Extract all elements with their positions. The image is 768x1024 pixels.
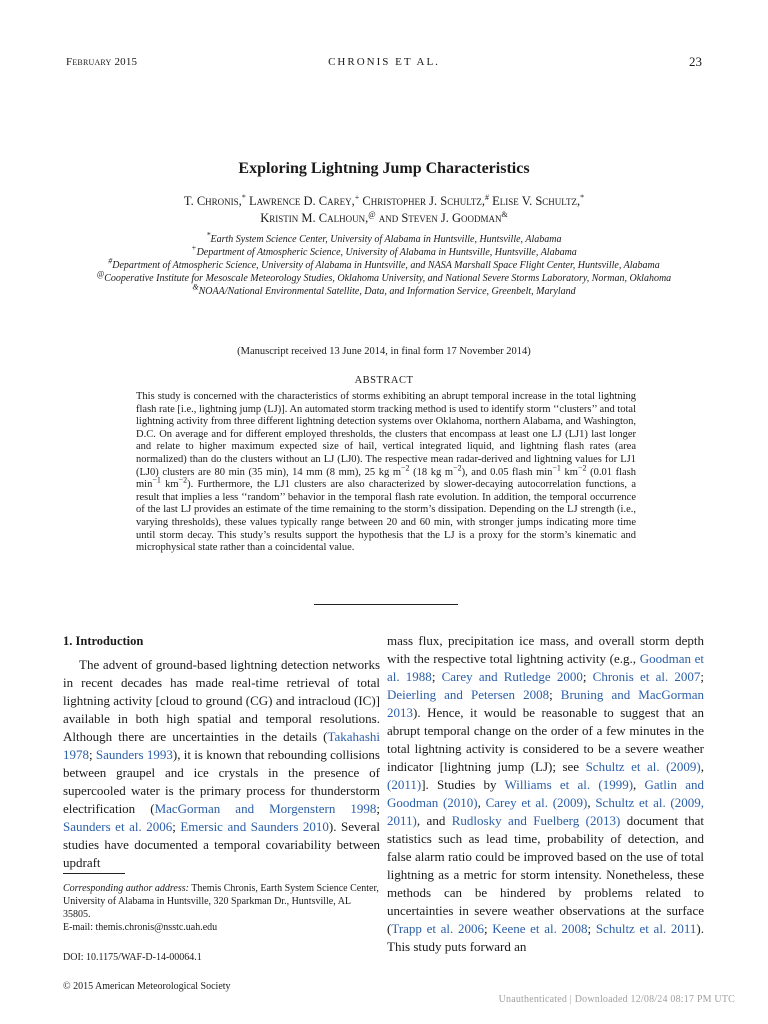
citation-link[interactable]: Bruning and MacGorman 2013 xyxy=(387,687,704,720)
citation-link[interactable]: Gatlin and Goodman (2010) xyxy=(387,777,705,810)
author-list xyxy=(60,193,708,227)
citation-link[interactable]: (2011) xyxy=(387,777,422,792)
affiliation-list xyxy=(70,230,698,298)
left-column xyxy=(63,632,380,872)
citation-link[interactable]: Keene et al. 2008 xyxy=(492,921,588,936)
doi-line[interactable]: DOI: 10.1175/WAF-D-14-00064.1 xyxy=(63,952,202,963)
citation-link[interactable]: Takahashi 1978 xyxy=(63,729,380,762)
citation-link[interactable]: Carey and Rutledge 2000 xyxy=(441,669,583,684)
manuscript-dates: (Manuscript received 13 June 2014, in final form 17 November 2014) xyxy=(237,346,531,357)
citation-link[interactable]: Emersic and Saunders 2010 xyxy=(180,819,329,834)
paper-title: Exploring Lightning Jump Characteristics xyxy=(238,160,530,177)
citation-link[interactable]: Goodman et al. 1988 xyxy=(387,651,704,684)
right-column xyxy=(387,632,704,956)
author: Elise V. Schultz,* xyxy=(492,192,585,208)
section-divider xyxy=(314,604,458,605)
citation-link[interactable]: MacGorman and Morgenstern 1998 xyxy=(154,801,377,816)
citation-link[interactable]: Schultz et al. (2009) xyxy=(585,759,701,774)
citation-link[interactable]: Saunders et al. 2006 xyxy=(63,819,173,834)
affiliation: #Department of Atmospheric Science, University of Alabama in Huntsville, and NASA Marshall Space Flight Center, Huntsville, Alabama xyxy=(108,256,660,271)
citation-link[interactable]: Deierling and Petersen 2008 xyxy=(387,687,550,702)
running-header-authors: CHRONIS ET AL. xyxy=(328,56,440,68)
citation-link[interactable]: Schultz et al. (2009, 2011) xyxy=(387,795,704,828)
abstract-heading: ABSTRACT xyxy=(354,375,414,386)
citation-link[interactable]: Schultz et al. 2011 xyxy=(595,921,697,936)
abstract-text: This study is concerned with the characteristics of storms exhibiting an abrupt temporal increase in the total lightning flash rate [i.e., lightning jump (LJ)]. An automated storm tracking method is used to identify storm ‘‘clusters’’ and total lightning activity from three different lightning detection systems over Oklahoma, northern Alabama, and Washington, D.C. On average and for different employed thresholds, the clusters that encompass at least one LJ (LJ1) last longer and relate to higher maximum expected size of hail, vertical integrated liquid, and lightning flash rates (area normalized) than do the clusters without an LJ (LJ0). The respective mean radar-derived and lightning values for LJ1 (LJ0) clusters are 80 min (35 min), 14 mm (8 mm), 25 kg $m^{-2}$ (18 kg $m^{-2}$), and 0.05 flash $\min^{-1} km^{-2}$ (0.01 flash $\min^{-1} km^{-2}$). Furthermore, the LJ1 clusters are also characterized by slower-decaying autocorrelation functions, a result that implies a less ‘‘random’’ behavior in the temporal flash rate evolution. In addition, the temporal occurrence of the last LJ provides an estimate of the time remaining to the storm’s dissipation. Depending on the LJ strength (i.e., varying thresholds), these values typically range between 20 and 60 min, with stronger jumps indicating more time until storm decay. This study’s results support the hypothesis that the LJ is a proxy for the storm’s kinematic and microphysical state rather than a coincidental value. xyxy=(136,391,636,554)
footnote-divider xyxy=(63,873,125,874)
citation-link[interactable]: Trapp et al. 2006 xyxy=(391,921,484,936)
affiliation: +Department of Atmospheric Science, University of Alabama in Huntsville, Huntsville, Alabama xyxy=(191,243,577,258)
author: Kristin M. Calhoun,@ xyxy=(260,209,376,225)
paragraph: mass flux, precipitation ice mass, and overall storm depth with the respective total lightning activity (e.g., Goodman et al. 1988; Carey and Rutledge 2000; Chronis et al. 2007; Deierling and Petersen 2008; Bruning and MacGorman 2013). Hence, it would be reasonable to suggest that an abrupt temporal change on the order of a few minutes in the total lightning activity is considered to be a severe weather indicator [lightning jump (LJ); see Schultz et al. (2009), (2011)]. Studies by Williams et al. (1999), Gatlin and Goodman (2010), Carey et al. (2009), Schultz et al. (2009, 2011), and Rudlosky and Fuelberg (2013) document that statistics such as lead time, probability of detection, and false alarm ratio could be improved based on the use of total lightning as a metric for storm intensity. Nonetheless, these methods can be hindered by problems related to uncertainties in severe weather observations at the surface (Trapp et al. 2006; Keene et al. 2008; Schultz et al. 2011). This study puts forward an xyxy=(387,633,705,954)
paragraph: The advent of ground-based lightning detection networks in recent decades has made real-time retrieval of total lightning activity [cloud to ground (CG) and intracloud (IC)] available in both high spatial and temporal resolutions. Although there are uncertainties in the details (Takahashi 1978; Saunders 1993), it is known that rebounding collisions between graupel and ice crystals in the presence of supercooled water is the primary process for thunderstorm electrification (MacGorman and Morgenstern 1998; Saunders et al. 2006; Emersic and Saunders 2010). Several studies have documented a temporal covariability between updraft xyxy=(63,657,380,870)
citation-link[interactable]: Carey et al. (2009) xyxy=(485,795,588,810)
section-heading: 1. Introduction xyxy=(63,634,144,648)
citation-link[interactable]: Chronis et al. 2007 xyxy=(592,669,701,684)
citation-link[interactable]: Williams et al. (1999) xyxy=(504,777,634,792)
author: T. Chronis,* xyxy=(183,192,246,208)
affiliation: @Cooperative Institute for Mesoscale Meteorology Studies, Oklahoma University, and National Severe Storms Laboratory, Norman, Oklahoma xyxy=(96,269,672,284)
download-watermark: Unauthenticated | Downloaded 12/08/24 08:17 PM UTC xyxy=(498,994,735,1005)
citation-link[interactable]: Rudlosky and Fuelberg (2013) xyxy=(451,813,621,828)
running-header-date: February 2015 xyxy=(66,56,138,68)
page-number: 23 xyxy=(689,54,702,69)
author: Christopher J. Schultz,# xyxy=(362,192,490,208)
author: Lawrence D. Carey,+ xyxy=(248,192,360,208)
contact-email[interactable]: E-mail: themis.chronis@nsstc.uah.edu xyxy=(63,922,218,933)
copyright-line: © 2015 American Meteorological Society xyxy=(63,981,231,992)
affiliation: *Earth System Science Center, University of Alabama in Huntsville, Huntsville, Alabama xyxy=(206,230,562,245)
author: and Steven J. Goodman& xyxy=(378,209,508,225)
affiliation: &NOAA/National Environmental Satellite, Data, and Information Service, Greenbelt, Maryland xyxy=(192,282,576,297)
footnote: Corresponding author address: Themis Chronis, Earth System Science Center, University of Alabama in Huntsville, 320 Sparkman Dr., Huntsville, AL 35805. E-mail: themis.chronis@nsstc.uah.edu xyxy=(63,883,379,933)
citation-link[interactable]: Saunders 1993 xyxy=(95,747,173,762)
